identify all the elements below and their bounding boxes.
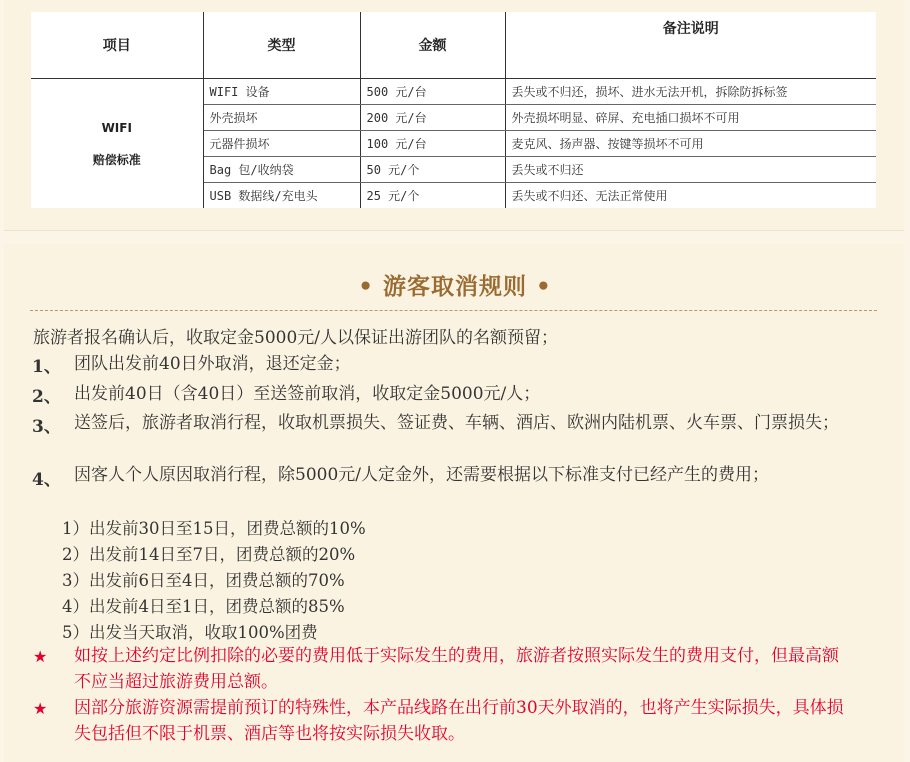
cell-amount: 500 元/台 [360, 79, 505, 105]
star-icon: ★ [33, 699, 48, 718]
cell-note: 外壳损坏明显、碎屏、充电插口损坏不可用 [505, 105, 876, 131]
cell-type: WIFI 设备 [203, 79, 360, 105]
cell-note: 丢失或不归还 [505, 157, 876, 183]
notice-text: 如按上述约定比例扣除的必要的费用低于实际发生的费用，旅游者按照实际发生的费用支付，但最高额不应当超过旅游费用总额。 [74, 646, 839, 692]
header-project: 项目 [31, 12, 203, 79]
cell-type: 元器件损坏 [203, 131, 360, 157]
header-type: 类型 [203, 12, 360, 79]
cell-note: 丢失或不归还，损坏、进水无法开机，拆除防拆标签 [505, 79, 876, 105]
cell-type: Bag 包/收纳袋 [203, 157, 360, 183]
cell-amount: 200 元/台 [360, 105, 505, 131]
item-number: 2、 [32, 387, 61, 407]
item-text: 团队出发前40日外取消，退还定金； [74, 354, 351, 374]
fee-tier: 1）出发前30日至15日，团费总额的10% [62, 519, 366, 538]
notice-text: 因部分旅游资源需提前预订的特殊性，本产品线路在出行前30天外取消的，也将产生实际损失，具体损失包括但不限于机票、酒店等也将按实际损失收取。 [74, 698, 844, 744]
item-number: 4、 [32, 470, 61, 490]
header-note: 备注说明 [505, 12, 876, 79]
cell-amount: 100 元/台 [360, 131, 505, 157]
item-text: 出发前40日（含40日）至送签前取消，收取定金5000元/人； [74, 384, 541, 404]
fee-tier: 4）出发前4日至1日，团费总额的85% [62, 597, 345, 616]
fee-tier: 3）出发前6日至4日，团费总额的70% [62, 571, 345, 590]
project-cell [31, 79, 203, 209]
intro-text: 旅游者报名确认后，收取定金5000元/人以保证出游团队的名额预留； [33, 328, 558, 348]
dashed-divider [30, 310, 877, 311]
item-number: 3、 [32, 417, 61, 437]
cell-type: 外壳损坏 [203, 105, 360, 131]
fee-tier: 5）出发当天取消，收取100%团费 [62, 623, 318, 642]
cell-type: USB 数据线/充电头 [203, 183, 360, 209]
item-number: 1、 [32, 357, 61, 377]
table-row [31, 79, 876, 105]
fee-tier: 2）出发前14日至7日，团费总额的20% [62, 545, 356, 564]
item-text: 送签后，旅游者取消行程，收取机票损失、签证费、车辆、酒店、欧洲内陆机票、火车票、门票损失； [74, 413, 839, 433]
cell-note: 丢失或不归还、无法正常使用 [511, 189, 668, 203]
header-amount: 金额 [360, 12, 505, 79]
project-desc: 赔偿标准 [92, 152, 141, 167]
star-icon: ★ [33, 647, 48, 666]
cell-amount: 50 元/个 [360, 157, 505, 183]
item-text: 因客人个人原因取消行程，除5000元/人定金外，还需要根据以下标准支付已经产生的费用； [74, 465, 769, 485]
project-name: WIFI [101, 120, 132, 135]
cell-amount: 25 元/个 [360, 183, 505, 209]
section-title: • 游客取消规则 • [358, 274, 552, 300]
cell-note: 麦克风、扬声器、按键等损坏不可用 [505, 131, 876, 157]
wifi-compensation-table [31, 12, 876, 208]
